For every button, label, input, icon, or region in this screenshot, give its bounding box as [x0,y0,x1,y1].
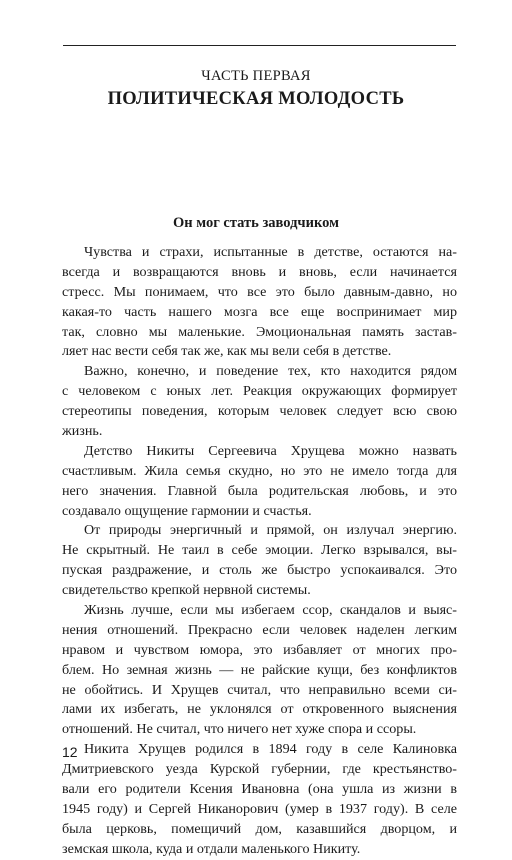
text-line: свидетельство крепкой нервной системы. [62,582,311,599]
text-line: отношений. Не считал, что ничего нет хуже спора и ссоры. [62,721,417,738]
text-line: не обойтись. И Хрущев считал, что неправильно всеми си- [62,681,457,698]
text-line: него значения. Главной была родительская любовь, и это [62,482,457,499]
page-number: 12 [62,744,78,760]
text-line: с человеком с юных лет. Реакция окружающих формирует [62,383,457,400]
text-line: Дмитриевского уезда Курской губернии, где крестьянство- [62,761,457,778]
text-line: Жизнь лучше, если мы избегаем ссор, скандалов и выяс- [84,602,457,619]
part-label: ЧАСТЬ ПЕРВАЯ [201,68,311,84]
text-line: жизнь. [62,423,103,440]
text-line: Чувства и страхи, испытанные в детстве, остаются на- [84,244,457,260]
text-line: счастливым. Жила семья скудно, но это не имело тогда для [62,462,457,479]
text-line: Никита Хрущев родился в 1894 году в селе Калиновка [84,741,457,758]
text-line: стереотипы поведения, которым человек следует всю свою [62,403,457,420]
text-line: пуская раздражение, и столь же быстро успокаивался. Это [62,562,457,579]
text-line: От природы энергичный и прямой, он излучал энергию. [84,522,457,539]
text-line: какая-то часть нашего мозга все еще воспринимает мир [62,303,457,320]
text-line: лами их избегать, не уклонялся от откровенного выяснения [62,701,457,718]
header-rule [63,45,456,46]
text-line: всегда и возвращаются вновь и вновь, если начинается [62,263,457,280]
text-line: ляет нас вести себя так же, как мы вели себя в детстве. [62,343,392,360]
body-text [62,243,457,860]
text-line: Детство Никиты Сергеевича Хрущева можно назвать [84,442,457,459]
text-line: была церковь, помещичий дом, казавшийся дворцом, и [62,820,457,837]
text-line: создавало ощущение гармонии и счастья. [62,502,312,519]
section-title: Он мог стать заводчиком [173,215,339,231]
text-line: Не скрытный. Не таил в себе эмоции. Легко взрывался, вы- [62,542,457,559]
text-line: нравом и чувством юмора, это избавляет от многих про- [62,641,457,658]
text-line: Важно, конечно, и поведение тех, кто находится рядом [84,363,457,380]
text-line: блем. Но земная жизнь — не райские кущи, без конфликтов [62,661,457,678]
text-line: земская школа, куда и отдали маленького Никиту. [62,840,361,857]
part-title: ПОЛИТИЧЕСКАЯ МОЛОДОСТЬ [107,89,405,109]
text-line: 1945 году) и Сергей Никанорович (умер в 1937 году). В селе [62,800,457,817]
text-line: так, словно мы маленькие. Эмоциональная память застав- [62,323,457,340]
text-line: нения отношений. Прекрасно если человек наделен легким [62,621,457,638]
text-line: стресс. Мы понимаем, что все это было давным-давно, но [62,283,457,300]
text-line: вали его родители Ксения Ивановна (она ушла из жизни в [62,781,457,798]
